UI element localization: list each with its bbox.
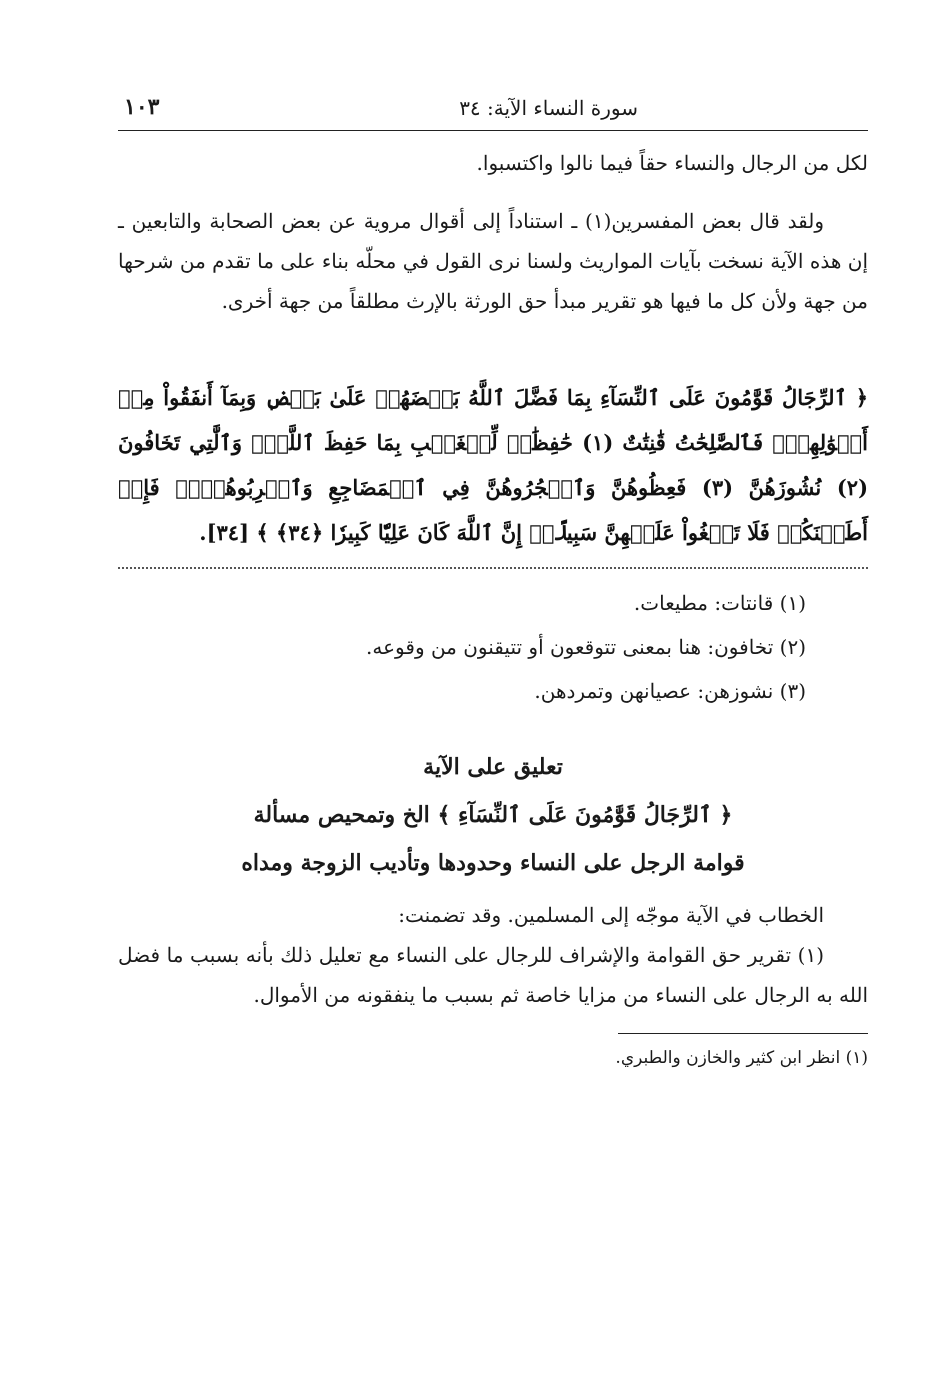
paragraph-2: ولقد قال بعض المفسرين(١) ـ استناداً إلى أقوال مروية عن بعض الصحابة والتابعين ـ إن هذه الآية نسخت بآيات المواريث ولسنا نرى القول في محلّه بناء على ما تقدم من شرحها من جهة ولأن كل ما فيها هو تقرير مبدأ حق الورثة بالإرث مطلقاً من جهة أخرى.: [118, 209, 868, 313]
section-subheading: قوامة الرجل على النساء وحدودها وتأديب الزوجة ومداه: [241, 850, 745, 876]
footnote: (١) انظر ابن كثير والخازن والطبري.: [615, 1048, 868, 1068]
quran-verse: ﴿ ٱلرِّجَالُ قَوَّٰمُونَ عَلَى ٱلنِّسَآءِ بِمَا فَضَّلَ ٱللَّهُ بَعۡضَهُمۡ عَلَىٰ بَعۡضٖ وَبِمَآ أَنفَقُواْ مِنۡ أَمۡوَٰلِهِمۡۚ فَٱلصَّٰلِحَٰتُ قَٰنِتَٰتٌ (١) حَٰفِظَٰتٞ لِّلۡغَيۡبِ بِمَا حَفِظَ ٱللَّهُۚ وَٱلَّٰتِي تَخَافُونَ (٢) نُشُوزَهُنَّ (٣) فَعِظُوهُنَّ وَٱهۡجُرُوهُنَّ فِي ٱلۡمَضَاجِعِ وَٱضۡرِبُوهُنَّۖ فَإِنۡ أَطَعۡنَكُمۡ فَلَا تَبۡغُواْ عَلَيۡهِنَّ سَبِيلًاۗ إِنَّ ٱللَّهَ كَانَ عَلِيّٗا كَبِيرٗا ﴿٣٤﴾ ﴾ [٣٤].: [118, 385, 868, 545]
page-number: ١٠٣: [124, 94, 160, 120]
section-heading: تعليق على الآية: [423, 754, 563, 780]
dotted-separator: [118, 567, 868, 569]
verse-note: (١) قانتات: مطيعات.: [633, 591, 806, 615]
verse-notes: [118, 581, 868, 713]
footnote-separator: [618, 1033, 868, 1034]
paragraph-3: الخطاب في الآية موجّه إلى المسلمين. وقد تضمنت:: [398, 903, 824, 927]
section-headings: [118, 743, 868, 887]
running-title: سورة النساء الآية: ٣٤: [459, 96, 638, 120]
verse-note: (٢) تخافون: هنا بمعنى تتوقعون أو تتيقنون من وقوعه.: [366, 635, 806, 659]
paragraph-4: (١) تقرير حق القوامة والإشراف للرجال على النساء مع تعليل ذلك بأنه بسبب ما فضل الله به الرجال على النساء من مزايا خاصة ثم بسبب ما ينفقونه من الأموال.: [118, 943, 868, 1007]
commentary-body: [118, 895, 868, 1015]
paragraph-1: لكل من الرجال والنساء حقاً فيما نالوا واكتسبوا.: [476, 151, 868, 175]
verse-note: (٣) نشوزهن: عصيانهن وتمردهن.: [534, 679, 806, 703]
page-header: [118, 90, 868, 131]
section-subheading: ﴿ ٱلرِّجَالُ قَوَّٰمُونَ عَلَى ٱلنِّسَآءِ ﴾ الخ وتمحيص مسألة: [253, 802, 733, 828]
book-page: [118, 90, 868, 1091]
